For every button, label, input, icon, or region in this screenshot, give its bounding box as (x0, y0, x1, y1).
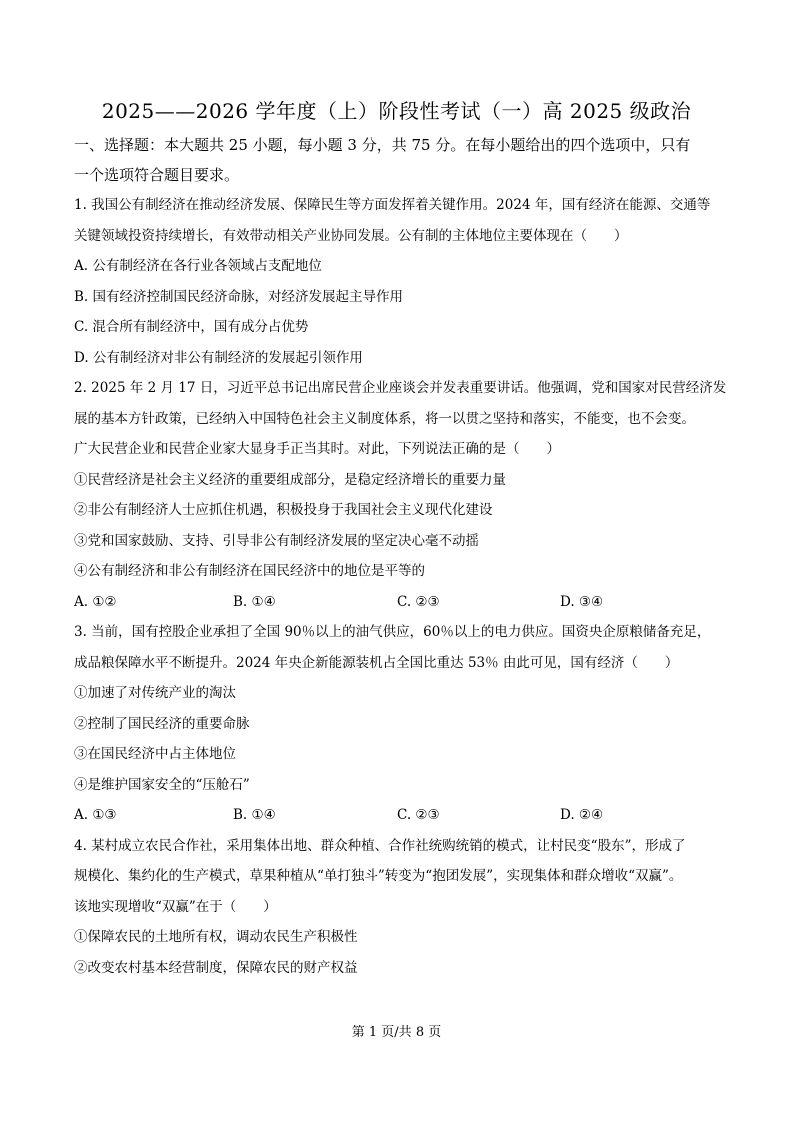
question-4-item-1: ①保障农民的土地所有权，调动农民生产积极性 (74, 929, 358, 945)
page-number-footer: 第 1 页/共 8 页 (351, 1025, 442, 1040)
question-1-stem-line-1: 1. 我国公有制经济在推动经济发展、保障民生等方面发挥着关键作用。2024 年，国有经济在能源、交通等 (74, 197, 711, 213)
question-3-stem-line-2: 成品粮保障水平不断提升。2024 年央企新能源装机占全国比重达 53％ 由此可见，国有经济（ ） (74, 654, 679, 671)
question-3-choice-c: C. ②③ (397, 807, 440, 823)
question-3-stem-line-1: 3. 当前，国有控股企业承担了全国 90％以上的油气供应，60％以上的电力供应。国资央企原粮储备充足， (74, 624, 711, 640)
question-2-choices (74, 587, 724, 618)
question-4-stem-line-1: 4. 某村成立农民合作社，采用集体出地、群众种植、合作社统购统销的模式，让村民变“股东”，形成了 (74, 837, 686, 854)
question-2-choice-a: A. ①② (74, 593, 117, 610)
question-1-option-d: D. 公有制经济对非公有制经济的发展起引领作用 (74, 349, 363, 366)
question-2-choice-c: C. ②③ (397, 593, 440, 610)
question-3-item-2: ②控制了国民经济的重要命脉 (74, 715, 250, 732)
question-4-stem-line-3: 该地实现增收“双赢”在于（ ） (74, 898, 277, 915)
question-1-stem-line-2: 关键领域投资持续增长，有效带动相关产业协同发展。公有制的主体地位主要体现在（ ） (74, 227, 628, 244)
question-3-choice-a: A. ①③ (74, 807, 117, 823)
question-4-item-2: ②改变农村基本经营制度，保障农民的财产权益 (74, 959, 358, 976)
question-3 (74, 617, 724, 831)
question-3-item-4: ④是维护国家安全的“压舱石” (74, 776, 250, 793)
question-2-item-4: ④公有制经济和非公有制经济在国民经济中的地位是平等的 (74, 563, 425, 579)
question-3-choice-d: D. ②④ (560, 807, 604, 823)
question-1-option-b: B. 国有经济控制国民经济命脉，对经济发展起主导作用 (74, 288, 404, 305)
section-instruction-line-2: 一个选项符合题目要求。 (74, 166, 240, 184)
question-3-item-3: ③在国民经济中占主体地位 (74, 746, 236, 762)
question-1 (74, 190, 724, 373)
question-2 (74, 373, 727, 617)
section-instruction-line-1: 一、选择题：本大题共 25 小题，每小题 3 分，共 75 分。在每小题给出的四个选项中，只有 (74, 136, 691, 154)
question-2-choice-d: D. ③④ (560, 593, 604, 610)
question-2-stem-line-3: 广大民营企业和民营企业家大显身手正当其时。对此，下列说法正确的是（ ） (74, 441, 560, 457)
question-1-option-a: A. 公有制经济在各行业各领域占支配地位 (74, 258, 322, 274)
question-2-item-1: ①民营经济是社会主义经济的重要组成部分，是稳定经济增长的重要力量 (74, 471, 506, 488)
question-3-item-1: ①加速了对传统产业的淘汰 (74, 685, 236, 701)
question-3-choice-b: B. ①④ (233, 807, 276, 823)
question-4-stem-line-2: 规模化、集约化的生产模式，草果种植从“单打独斗”转变为“抱团发展”，实现集体和群众增收“双赢”。 (74, 868, 683, 884)
question-4 (74, 831, 724, 984)
question-1-option-c: C. 混合所有制经济中，国有成分占优势 (74, 319, 309, 335)
question-2-stem-line-2: 展的基本方针政策，已经纳入中国特色社会主义制度体系，将一以贯之坚持和落实，不能变，也不会变。 (74, 410, 695, 427)
question-2-item-2: ②非公有制经济人士应抓住机遇，积极投身于我国社会主义现代化建设 (74, 502, 493, 518)
question-2-stem-line-1: 2. 2025 年 2 月 17 日，习近平总书记出席民营企业座谈会并发表重要讲话。他强调，党和国家对民营经济发 (74, 380, 727, 396)
question-2-choice-b: B. ①④ (233, 593, 276, 610)
page-title: 2025——2026 学年度（上）阶段性考试（一）高 2025 级政治 (101, 99, 692, 123)
exam-content (74, 130, 727, 983)
question-3-choices (74, 800, 724, 831)
question-2-item-3: ③党和国家鼓励、支持、引导非公有制经济发展的坚定决心毫不动摇 (74, 532, 479, 549)
